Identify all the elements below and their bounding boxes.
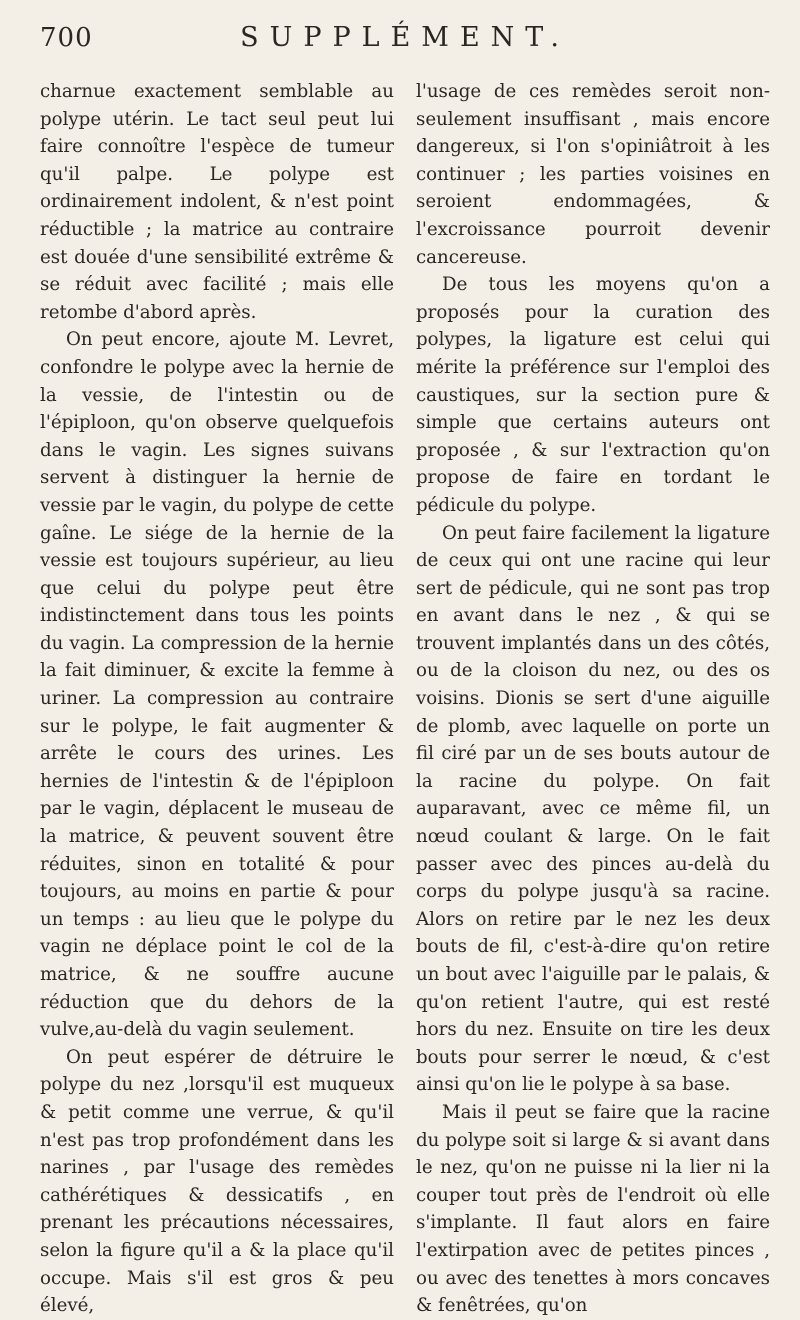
paragraph: On peut espérer de détruire le polype du nez ,lorsqu'il est muqueux & petit comme une verrue, & qu'il n'est pas trop profondément dans les narines , par l'usage des remèdes cathérétiques & dessicatifs , en prenant les précautions nécessaires, selon la figure qu'il a & la place qu'il occupe. Mais s'il est gros & peu élevé,: [40, 1046, 394, 1317]
paragraph: De tous les moyens qu'on a proposés pour la curation des polypes, la ligature est celui qui mérite la préférence sur l'emploi des caustiques, sur la section pure & simple que certains auteurs ont proposée , & sur l'extraction qu'on propose de faire en tordant le pédicule du polype.: [416, 274, 770, 516]
paragraph: l'usage de ces remèdes seroit non-seulement insuffisant , mais encore dangereux, si l'on s'opiniâtroit à les continuer ; les parties voisines en seroient endommagées, & l'excroissance pourroit devenir cancereuse.: [416, 81, 770, 268]
right-column: [416, 78, 770, 1320]
paragraph: Mais il peut se faire que la racine du polype soit si large & si avant dans le nez, qu'on ne puisse ni la lier ni la couper tout près de l'endroit où elle s'implante. Il faut alors en faire l'extirpation avec de petites pinces , ou avec des tenettes à mors concaves & fenêtrées, qu'on: [416, 1101, 770, 1317]
paragraph: On peut faire facilement la ligature de ceux qui ont une racine qui leur sert de pédicule, qui ne sont pas trop en avant dans le nez , & qui se trouvent implantés dans un des côtés, ou de la cloison du nez, ou des os voisins. Dionis se sert d'une aiguille de plomb, avec laquelle on porte un fil ciré par un de ses bouts autour de la racine du polype. On fait auparavant, avec ce même fil, un nœud coulant & large. On le fait passer avec des pinces au-delà du corps du polype jusqu'à sa racine. Alors on retire par le nez les deux bouts de fil, c'est-à-dire qu'on retire un bout avec l'aiguille par le palais, & qu'on retient l'autre, qui est resté hors du nez. Ensuite on tire les deux bouts pour serrer le nœud, & c'est ainsi qu'on lie le polype à sa base.: [416, 522, 770, 1096]
page-header: [40, 22, 770, 58]
paragraph: charnue exactement semblable au polype utérin. Le tact seul peut lui faire connoître l'espèce de tumeur qu'il palpe. Le polype est ordinairement indolent, & n'est point réductible ; la matrice au contraire est douée d'une sensibilité extrême & se réduit avec facilité ; mais elle retombe d'abord après.: [40, 81, 394, 323]
running-title: SUPPLÉMENT.: [240, 22, 570, 53]
text-columns: [40, 78, 770, 1320]
paragraph: On peut encore, ajoute M. Levret, confondre le polype avec la hernie de la vessie, de l'intestin ou de l'épiploon, qu'on observe quelquefois dans le vagin. Les signes suivans servent à distinguer la hernie de vessie par le vagin, du polype de cette gaîne. Le siége de la hernie de la vessie est toujours supérieur, au lieu que celui du polype peut être indistinctement dans tous les points du vagin. La compression de la hernie la fait diminuer, & excite la femme à uriner. La compression au contraire sur le polype, le fait augmenter & arrête le cours des urines. Les hernies de l'intestin & de l'épiploon par le vagin, déplacent le museau de la matrice, & peuvent souvent être réduites, sinon en totalité & pour toujours, au moins en partie & pour un temps : au lieu que le polype du vagin ne déplace point le col de la matrice, & ne souffre aucune réduction que du dehors de la vulve,au-delà du vagin seulement.: [40, 329, 394, 1041]
page-number: 700: [40, 23, 93, 53]
left-column: [40, 78, 394, 1320]
